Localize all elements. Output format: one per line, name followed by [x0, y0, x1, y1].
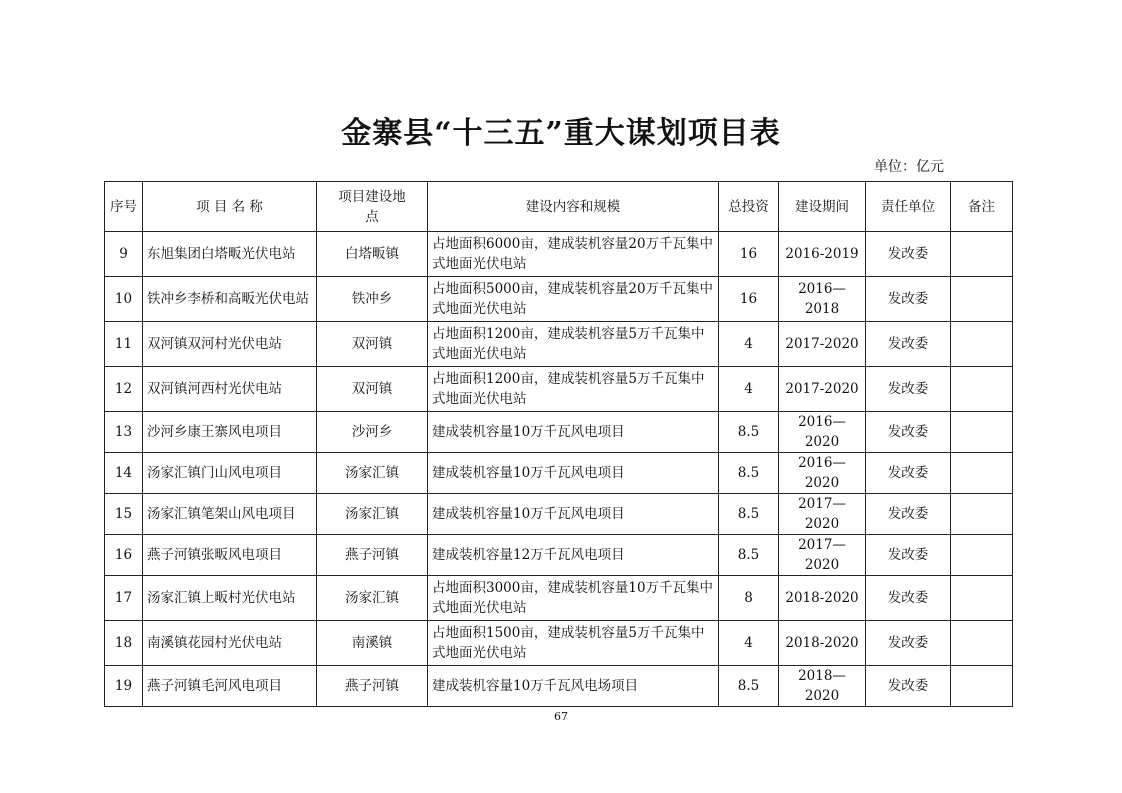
cell-seq: 14 — [105, 453, 143, 494]
cell-note — [951, 277, 1013, 322]
table-row — [105, 277, 1013, 322]
cell-period: 2018-2020 — [779, 576, 866, 621]
cell-content: 占地面积1500亩，建成装机容量5万千瓦集中式地面光伏电站 — [428, 621, 719, 666]
cell-investment: 4 — [719, 621, 779, 666]
page-title: 金寨县“十三五”重大谋划项目表 — [341, 116, 781, 151]
cell-name: 汤家汇镇门山风电项目 — [143, 453, 317, 494]
cell-content: 占地面积6000亩，建成装机容量20万千瓦集中式地面光伏电站 — [428, 232, 719, 277]
cell-period: 2018-2020 — [779, 621, 866, 666]
cell-dept: 发改委 — [866, 453, 951, 494]
cell-content: 建成装机容量12万千瓦风电项目 — [428, 535, 719, 576]
cell-note — [951, 367, 1013, 412]
cell-seq: 10 — [105, 277, 143, 322]
cell-note — [951, 412, 1013, 453]
cell-location: 白塔畈镇 — [317, 232, 428, 277]
cell-seq: 9 — [105, 232, 143, 277]
cell-investment: 16 — [719, 277, 779, 322]
cell-note — [951, 621, 1013, 666]
cell-name: 燕子河镇张畈风电项目 — [143, 535, 317, 576]
cell-dept: 发改委 — [866, 621, 951, 666]
cell-investment: 8.5 — [719, 494, 779, 535]
cell-content: 建成装机容量10万千瓦风电项目 — [428, 494, 719, 535]
page-number: 67 — [554, 710, 568, 723]
cell-investment: 8.5 — [719, 453, 779, 494]
cell-content: 建成装机容量10万千瓦风电项目 — [428, 412, 719, 453]
table-row — [105, 535, 1013, 576]
cell-period: 2016—2018 — [779, 277, 866, 322]
cell-period: 2017-2020 — [779, 322, 866, 367]
cell-seq: 15 — [105, 494, 143, 535]
cell-period: 2017—2020 — [779, 494, 866, 535]
cell-note — [951, 666, 1013, 707]
cell-name: 双河镇双河村光伏电站 — [143, 322, 317, 367]
cell-seq: 16 — [105, 535, 143, 576]
table-row — [105, 412, 1013, 453]
cell-dept: 发改委 — [866, 322, 951, 367]
table-row — [105, 232, 1013, 277]
header-content: 建设内容和规模 — [428, 182, 719, 232]
cell-period: 2016-2019 — [779, 232, 866, 277]
cell-name: 燕子河镇毛河风电项目 — [143, 666, 317, 707]
cell-investment: 8 — [719, 576, 779, 621]
cell-investment: 8.5 — [719, 412, 779, 453]
cell-investment: 4 — [719, 322, 779, 367]
cell-note — [951, 232, 1013, 277]
cell-dept: 发改委 — [866, 232, 951, 277]
cell-dept: 发改委 — [866, 535, 951, 576]
cell-content: 建成装机容量10万千瓦风电项目 — [428, 453, 719, 494]
table-row — [105, 576, 1013, 621]
table-row — [105, 453, 1013, 494]
header-investment: 总投资 — [719, 182, 779, 232]
cell-seq: 17 — [105, 576, 143, 621]
project-table — [104, 181, 1013, 707]
cell-name: 东旭集团白塔畈光伏电站 — [143, 232, 317, 277]
cell-period: 2018—2020 — [779, 666, 866, 707]
cell-location: 铁冲乡 — [317, 277, 428, 322]
cell-period: 2016—2020 — [779, 412, 866, 453]
cell-location: 汤家汇镇 — [317, 494, 428, 535]
cell-location: 汤家汇镇 — [317, 453, 428, 494]
table-header-row — [105, 182, 1013, 232]
cell-period: 2017—2020 — [779, 535, 866, 576]
unit-label: 单位：亿元 — [874, 159, 944, 175]
cell-note — [951, 453, 1013, 494]
cell-investment: 8.5 — [719, 535, 779, 576]
cell-content: 占地面积1200亩，建成装机容量5万千瓦集中式地面光伏电站 — [428, 367, 719, 412]
cell-content: 占地面积3000亩，建成装机容量10万千瓦集中式地面光伏电站 — [428, 576, 719, 621]
cell-content: 占地面积5000亩，建成装机容量20万千瓦集中式地面光伏电站 — [428, 277, 719, 322]
cell-location: 双河镇 — [317, 322, 428, 367]
cell-note — [951, 494, 1013, 535]
cell-investment: 8.5 — [719, 666, 779, 707]
table-row — [105, 322, 1013, 367]
header-dept: 责任单位 — [866, 182, 951, 232]
table-row — [105, 367, 1013, 412]
table-row — [105, 621, 1013, 666]
cell-name: 双河镇河西村光伏电站 — [143, 367, 317, 412]
cell-investment: 4 — [719, 367, 779, 412]
cell-dept: 发改委 — [866, 277, 951, 322]
cell-seq: 13 — [105, 412, 143, 453]
cell-location: 双河镇 — [317, 367, 428, 412]
cell-name: 铁冲乡李桥和高畈光伏电站 — [143, 277, 317, 322]
cell-seq: 11 — [105, 322, 143, 367]
cell-name: 汤家汇镇笔架山风电项目 — [143, 494, 317, 535]
cell-name: 汤家汇镇上畈村光伏电站 — [143, 576, 317, 621]
cell-period: 2017-2020 — [779, 367, 866, 412]
cell-location: 燕子河镇 — [317, 535, 428, 576]
cell-name: 南溪镇花园村光伏电站 — [143, 621, 317, 666]
cell-dept: 发改委 — [866, 412, 951, 453]
cell-seq: 12 — [105, 367, 143, 412]
cell-content: 占地面积1200亩，建成装机容量5万千瓦集中式地面光伏电站 — [428, 322, 719, 367]
cell-dept: 发改委 — [866, 367, 951, 412]
header-name: 项 目 名 称 — [143, 182, 317, 232]
cell-dept: 发改委 — [866, 666, 951, 707]
table-row — [105, 494, 1013, 535]
cell-period: 2016—2020 — [779, 453, 866, 494]
cell-location: 沙河乡 — [317, 412, 428, 453]
header-seq: 序号 — [105, 182, 143, 232]
cell-note — [951, 535, 1013, 576]
cell-dept: 发改委 — [866, 576, 951, 621]
cell-note — [951, 576, 1013, 621]
cell-location: 汤家汇镇 — [317, 576, 428, 621]
table-row — [105, 666, 1013, 707]
cell-investment: 16 — [719, 232, 779, 277]
cell-content: 建成装机容量10万千瓦风电场项目 — [428, 666, 719, 707]
header-location: 项目建设地点 — [317, 182, 428, 232]
header-period: 建设期间 — [779, 182, 866, 232]
cell-seq: 18 — [105, 621, 143, 666]
cell-dept: 发改委 — [866, 494, 951, 535]
cell-location: 南溪镇 — [317, 621, 428, 666]
cell-note — [951, 322, 1013, 367]
cell-location: 燕子河镇 — [317, 666, 428, 707]
cell-seq: 19 — [105, 666, 143, 707]
cell-name: 沙河乡康王寨风电项目 — [143, 412, 317, 453]
header-note: 备注 — [951, 182, 1013, 232]
